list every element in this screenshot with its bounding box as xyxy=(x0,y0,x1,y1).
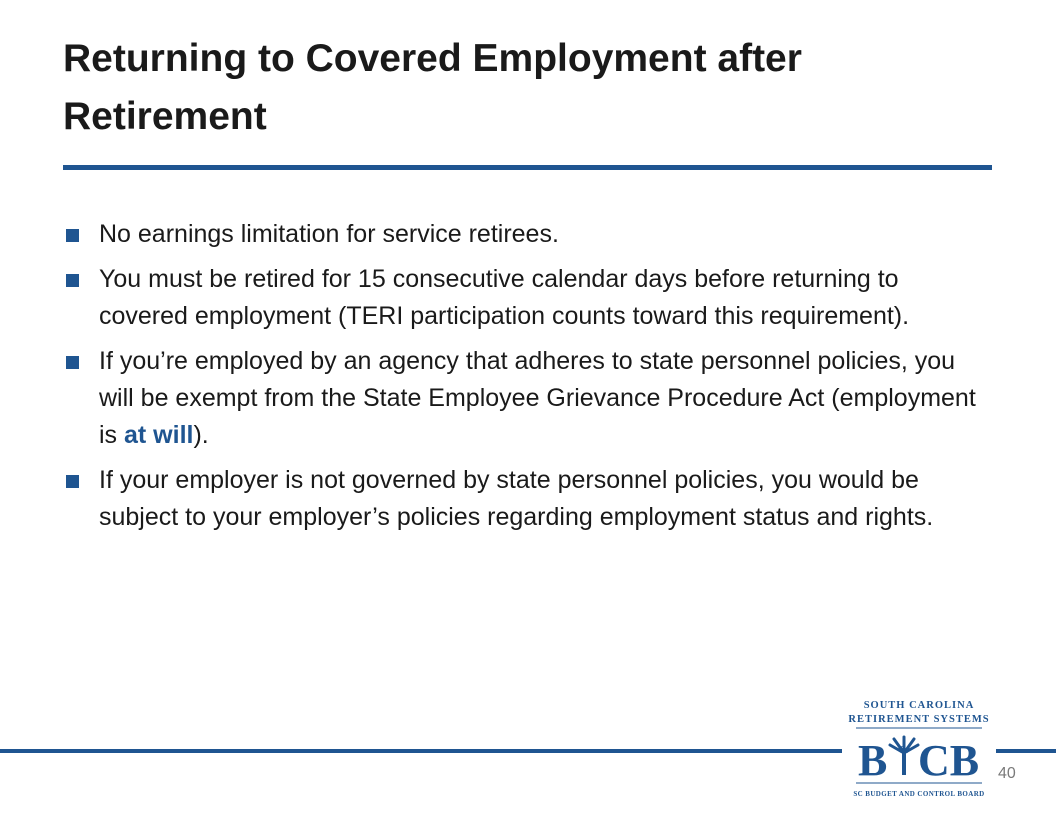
bullet-item xyxy=(63,343,983,454)
title-divider xyxy=(63,165,992,170)
bullet-item xyxy=(63,462,983,536)
bullet-text: No earnings limitation for service retirees. xyxy=(99,220,559,248)
bullet-item xyxy=(63,261,983,335)
square-bullet-icon xyxy=(66,229,79,242)
logo-mark-cb: CB xyxy=(918,736,980,785)
slide-title: Returning to Covered Employment after Retirement xyxy=(63,37,802,138)
bullet-text-before: If you’re employed by an agency that adheres to state personnel policies, you will be exempt from the State Employee Grievance Procedure Act (employment is xyxy=(99,347,976,449)
at-will-highlight: at will xyxy=(124,421,194,449)
logo-line1: SOUTH CAROLINA xyxy=(863,700,975,711)
logo-mark-b: B xyxy=(858,736,888,785)
sc-retirement-systems-logo xyxy=(842,695,996,805)
palmetto-tree-icon xyxy=(890,737,918,775)
square-bullet-icon xyxy=(66,356,79,369)
logo-ampersand: & xyxy=(899,744,909,756)
square-bullet-icon xyxy=(66,475,79,488)
logo-line2: RETIREMENT SYSTEMS xyxy=(848,714,990,725)
page-number: 40 xyxy=(998,765,1016,782)
bullet-text: If your employer is not governed by state personnel policies, you would be subject to your employer’s policies regarding employment status and rights. xyxy=(99,466,934,531)
logo-graphic xyxy=(842,695,996,805)
bullet-text: You must be retired for 15 consecutive calendar days before returning to covered employment (TERI participation counts toward this requirement). xyxy=(99,265,910,330)
logo-caption: SC BUDGET AND CONTROL BOARD xyxy=(853,790,985,798)
bullet-item xyxy=(63,216,983,253)
bullet-list xyxy=(63,216,983,544)
bullet-text-after: ). xyxy=(193,421,209,449)
square-bullet-icon xyxy=(66,274,79,287)
